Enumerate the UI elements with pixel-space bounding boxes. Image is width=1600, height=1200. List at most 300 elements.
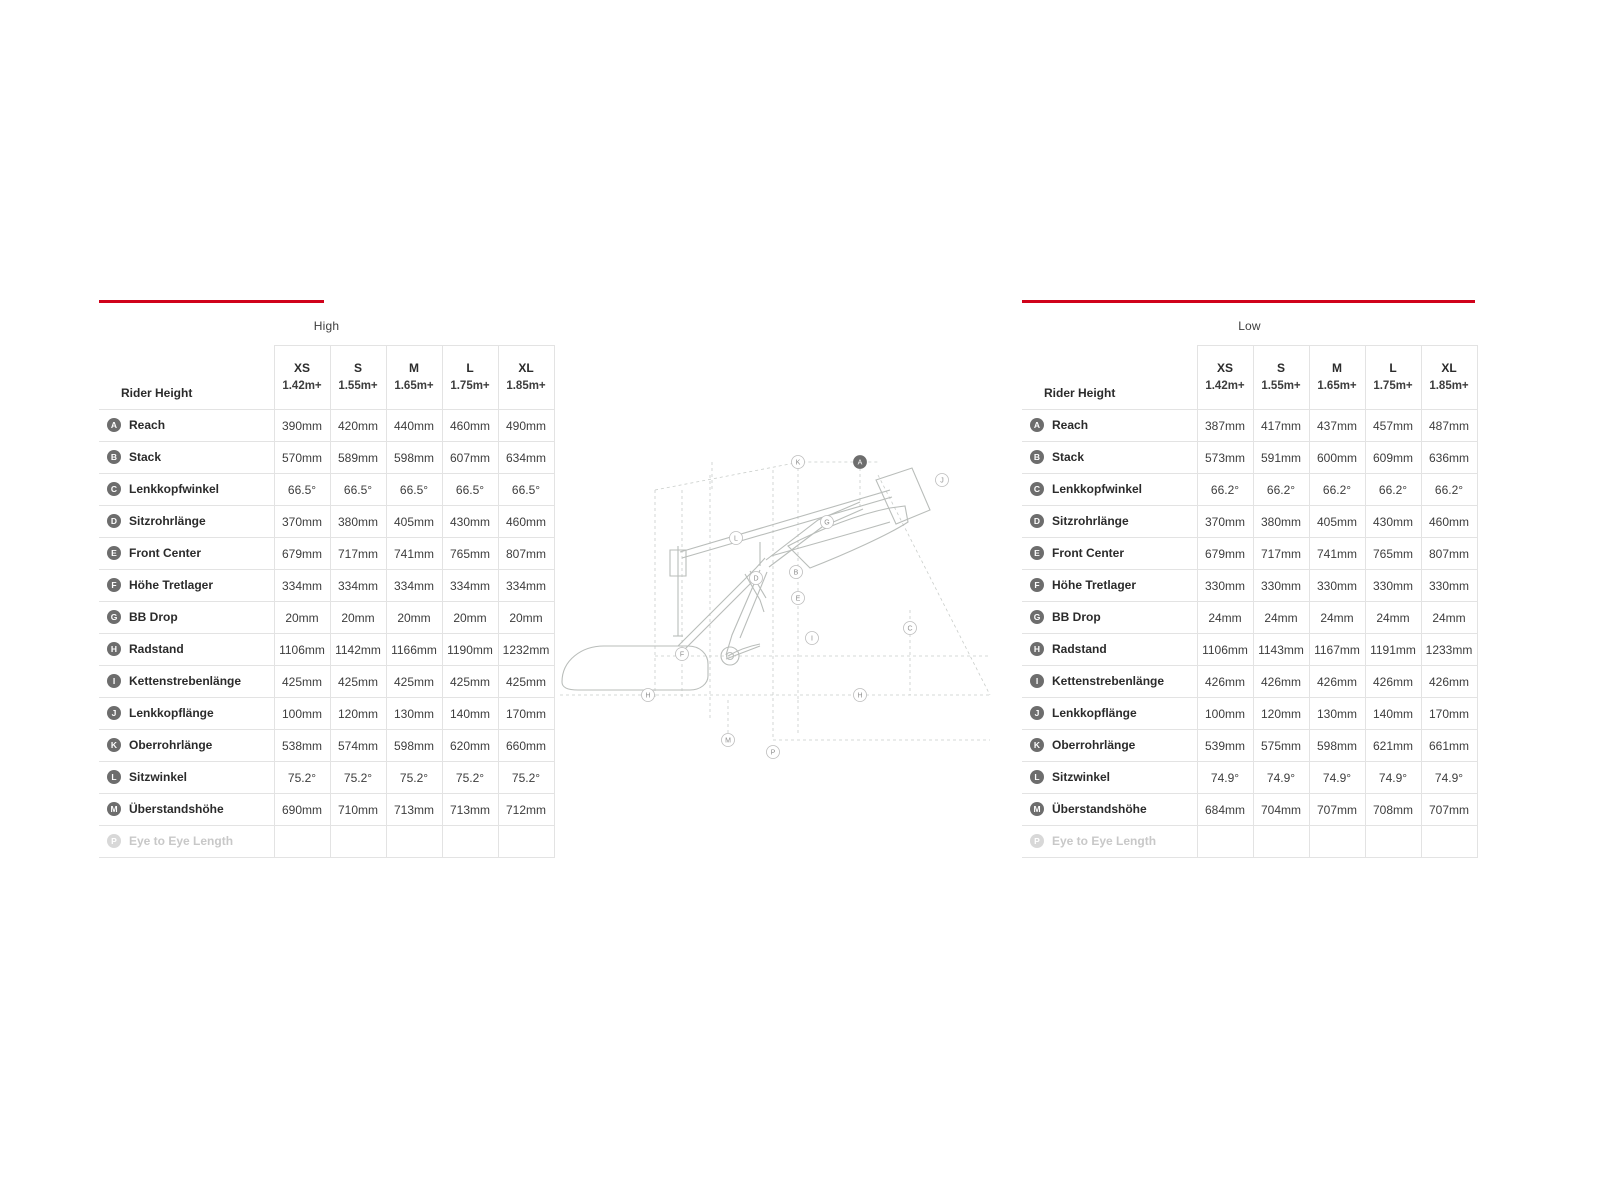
- row-badge-icon: P: [107, 834, 121, 848]
- cell-value: 74.9°: [1309, 762, 1365, 794]
- row-label: [1022, 666, 1197, 698]
- row-badge-icon: J: [1030, 706, 1044, 720]
- table-row: [1022, 506, 1477, 538]
- row-label: [1022, 634, 1197, 666]
- geometry-table-low: [1022, 345, 1478, 858]
- cell-value: [1421, 826, 1477, 858]
- cell-value: 334mm: [498, 570, 554, 602]
- table-row: [99, 602, 554, 634]
- row-label-text: Sitzrohrlänge: [129, 514, 206, 529]
- cell-value: [1253, 826, 1309, 858]
- cell-value: 66.5°: [330, 474, 386, 506]
- row-badge-icon: L: [1030, 770, 1044, 784]
- rider-height-s: 1.55m+: [330, 378, 386, 410]
- rider-height-l: 1.75m+: [1365, 378, 1421, 410]
- cell-value: 130mm: [1309, 698, 1365, 730]
- svg-text:G: G: [824, 519, 830, 527]
- row-badge-icon: J: [107, 706, 121, 720]
- geometry-panel-low: [1022, 300, 1477, 858]
- row-badge-icon: M: [1030, 802, 1044, 816]
- row-label: [1022, 474, 1197, 506]
- cell-value: 66.2°: [1253, 474, 1309, 506]
- table-row: [1022, 442, 1477, 474]
- rider-height-xs: 1.42m+: [274, 378, 330, 410]
- cell-value: 1142mm: [330, 634, 386, 666]
- cell-value: 807mm: [1421, 538, 1477, 570]
- table-row: [99, 730, 554, 762]
- geometry-panel-high: [99, 300, 554, 858]
- cell-value: 74.9°: [1197, 762, 1253, 794]
- cell-value: 621mm: [1365, 730, 1421, 762]
- cell-value: 20mm: [442, 602, 498, 634]
- row-label: [1022, 506, 1197, 538]
- table-row: [1022, 538, 1477, 570]
- row-label: [99, 474, 274, 506]
- cell-value: 24mm: [1365, 602, 1421, 634]
- svg-text:L: L: [734, 535, 738, 543]
- cell-value: 460mm: [1421, 506, 1477, 538]
- table-row: [1022, 666, 1477, 698]
- table-row: [99, 506, 554, 538]
- cell-value: 741mm: [386, 538, 442, 570]
- cell-value: 707mm: [1421, 794, 1477, 826]
- cell-value: 75.2°: [442, 762, 498, 794]
- row-label-text: Sitzwinkel: [129, 770, 188, 785]
- row-badge-icon: I: [107, 674, 121, 688]
- cell-value: 609mm: [1365, 442, 1421, 474]
- cell-value: 130mm: [386, 698, 442, 730]
- row-badge-icon: A: [107, 418, 121, 432]
- cell-value: 74.9°: [1421, 762, 1477, 794]
- cell-value: 100mm: [274, 698, 330, 730]
- cell-value: [274, 826, 330, 858]
- table-row: [1022, 474, 1477, 506]
- cell-value: 24mm: [1197, 602, 1253, 634]
- rider-height-m: 1.65m+: [1309, 378, 1365, 410]
- cell-value: 660mm: [498, 730, 554, 762]
- table-row: [1022, 570, 1477, 602]
- table-header-rider-height: [99, 378, 554, 410]
- cell-value: 426mm: [1421, 666, 1477, 698]
- size-header-xs: XS: [274, 346, 330, 378]
- cell-value: 1191mm: [1365, 634, 1421, 666]
- table-corner: [99, 346, 274, 378]
- cell-value: 1233mm: [1421, 634, 1477, 666]
- cell-value: 390mm: [274, 410, 330, 442]
- cell-value: 1190mm: [442, 634, 498, 666]
- table-row: [99, 634, 554, 666]
- cell-value: 598mm: [1309, 730, 1365, 762]
- row-label: [99, 506, 274, 538]
- cell-value: 679mm: [274, 538, 330, 570]
- cell-value: 425mm: [330, 666, 386, 698]
- cell-value: [330, 826, 386, 858]
- row-label-text: Radstand: [129, 642, 184, 657]
- table-row: [99, 410, 554, 442]
- panel-title-low: Low: [1238, 319, 1261, 333]
- row-badge-icon: E: [107, 546, 121, 560]
- table-row: [1022, 634, 1477, 666]
- cell-value: 75.2°: [386, 762, 442, 794]
- table-row: [99, 794, 554, 826]
- cell-value: 24mm: [1253, 602, 1309, 634]
- rider-height-m: 1.65m+: [386, 378, 442, 410]
- cell-value: 66.5°: [442, 474, 498, 506]
- row-label-text: Front Center: [129, 546, 201, 561]
- row-label-text: Kettenstrebenlänge: [1052, 674, 1165, 689]
- row-label: [99, 666, 274, 698]
- row-badge-icon: P: [1030, 834, 1044, 848]
- size-header-xl: XL: [498, 346, 554, 378]
- cell-value: 460mm: [498, 506, 554, 538]
- row-badge-icon: B: [1030, 450, 1044, 464]
- cell-value: 120mm: [330, 698, 386, 730]
- cell-value: 66.2°: [1421, 474, 1477, 506]
- cell-value: 74.9°: [1365, 762, 1421, 794]
- row-label: [1022, 442, 1197, 474]
- row-badge-icon: D: [107, 514, 121, 528]
- row-label-text: Höhe Tretlager: [129, 578, 214, 593]
- row-label: [99, 538, 274, 570]
- row-label: [1022, 698, 1197, 730]
- cell-value: 380mm: [330, 506, 386, 538]
- row-badge-icon: A: [1030, 418, 1044, 432]
- size-header-m: M: [1309, 346, 1365, 378]
- cell-value: 589mm: [330, 442, 386, 474]
- row-label-text: Eye to Eye Length: [129, 834, 234, 849]
- row-badge-icon: G: [107, 610, 121, 624]
- row-label: [99, 730, 274, 762]
- table-row: [1022, 762, 1477, 794]
- row-label-text: Oberrohrlänge: [129, 738, 213, 753]
- row-label-text: Sitzwinkel: [1052, 770, 1111, 785]
- cell-value: 425mm: [442, 666, 498, 698]
- cell-value: 713mm: [386, 794, 442, 826]
- dimension-lines: [560, 459, 990, 740]
- cell-value: 1143mm: [1253, 634, 1309, 666]
- row-label-text: Stack: [129, 450, 162, 465]
- cell-value: 574mm: [330, 730, 386, 762]
- cell-value: 741mm: [1309, 538, 1365, 570]
- cell-value: 717mm: [330, 538, 386, 570]
- table-row: [99, 474, 554, 506]
- cell-value: 430mm: [1365, 506, 1421, 538]
- cell-value: 334mm: [274, 570, 330, 602]
- cell-value: 334mm: [386, 570, 442, 602]
- cell-value: 370mm: [274, 506, 330, 538]
- row-label: [99, 698, 274, 730]
- row-label: [99, 794, 274, 826]
- cell-value: 20mm: [386, 602, 442, 634]
- table-row: [99, 570, 554, 602]
- cell-value: 679mm: [1197, 538, 1253, 570]
- cell-value: 66.2°: [1365, 474, 1421, 506]
- cell-value: 170mm: [1421, 698, 1477, 730]
- cell-value: 20mm: [498, 602, 554, 634]
- cell-value: 405mm: [1309, 506, 1365, 538]
- table-row: [1022, 730, 1477, 762]
- cell-value: 120mm: [1253, 698, 1309, 730]
- cell-value: 1106mm: [1197, 634, 1253, 666]
- svg-text:P: P: [770, 749, 776, 757]
- row-badge-icon: C: [1030, 482, 1044, 496]
- svg-text:B: B: [793, 569, 799, 577]
- cell-value: 440mm: [386, 410, 442, 442]
- cell-value: 717mm: [1253, 538, 1309, 570]
- cell-value: 20mm: [330, 602, 386, 634]
- row-badge-icon: F: [107, 578, 121, 592]
- cell-value: 330mm: [1197, 570, 1253, 602]
- cell-value: 170mm: [498, 698, 554, 730]
- cell-value: [386, 826, 442, 858]
- cell-value: 636mm: [1421, 442, 1477, 474]
- cell-value: 425mm: [498, 666, 554, 698]
- cell-value: 765mm: [442, 538, 498, 570]
- row-label: [99, 634, 274, 666]
- rider-height-xl: 1.85m+: [498, 378, 554, 410]
- row-label: [1022, 826, 1197, 858]
- table-row: [1022, 698, 1477, 730]
- cell-value: 710mm: [330, 794, 386, 826]
- cell-value: 425mm: [274, 666, 330, 698]
- row-label-text: Reach: [129, 418, 166, 433]
- cell-value: 100mm: [1197, 698, 1253, 730]
- row-badge-icon: E: [1030, 546, 1044, 560]
- cell-value: [1309, 826, 1365, 858]
- cell-value: 420mm: [330, 410, 386, 442]
- cell-value: 490mm: [498, 410, 554, 442]
- row-label: [99, 602, 274, 634]
- cell-value: 430mm: [442, 506, 498, 538]
- cell-value: 75.2°: [274, 762, 330, 794]
- cell-value: [1197, 826, 1253, 858]
- cell-value: 334mm: [330, 570, 386, 602]
- cell-value: 140mm: [442, 698, 498, 730]
- svg-text:K: K: [795, 459, 801, 467]
- cell-value: 426mm: [1197, 666, 1253, 698]
- row-label: [1022, 730, 1197, 762]
- rider-height-label: Rider Height: [99, 378, 274, 410]
- row-badge-icon: G: [1030, 610, 1044, 624]
- row-label: [1022, 538, 1197, 570]
- row-label-text: Lenkkopflänge: [129, 706, 214, 721]
- svg-text:E: E: [795, 595, 801, 603]
- svg-text:M: M: [725, 737, 731, 745]
- svg-text:J: J: [940, 477, 944, 485]
- table-row: [99, 826, 554, 858]
- cell-value: 487mm: [1421, 410, 1477, 442]
- cell-value: 570mm: [274, 442, 330, 474]
- cell-value: 66.5°: [498, 474, 554, 506]
- row-label: [1022, 602, 1197, 634]
- row-label-text: Sitzrohrlänge: [1052, 514, 1129, 529]
- cell-value: [1365, 826, 1421, 858]
- rider-height-l: 1.75m+: [442, 378, 498, 410]
- svg-text:C: C: [907, 625, 913, 633]
- size-header-xl: XL: [1421, 346, 1477, 378]
- cell-value: 600mm: [1309, 442, 1365, 474]
- row-badge-icon: K: [107, 738, 121, 752]
- cell-value: 713mm: [442, 794, 498, 826]
- rider-height-s: 1.55m+: [1253, 378, 1309, 410]
- table-row: [99, 666, 554, 698]
- cell-value: 75.2°: [330, 762, 386, 794]
- bike-frame-geometry-diagram: [560, 450, 1020, 770]
- row-badge-icon: L: [107, 770, 121, 784]
- cell-value: [442, 826, 498, 858]
- cell-value: 66.2°: [1309, 474, 1365, 506]
- size-header-l: L: [442, 346, 498, 378]
- table-row: [1022, 826, 1477, 858]
- row-label-text: Höhe Tretlager: [1052, 578, 1137, 593]
- callout-badges: [642, 456, 949, 759]
- row-label: [1022, 410, 1197, 442]
- cell-value: 380mm: [1253, 506, 1309, 538]
- cell-value: 707mm: [1309, 794, 1365, 826]
- geometry-rows-high: [99, 410, 554, 858]
- svg-text:H: H: [645, 692, 651, 700]
- cell-value: 426mm: [1253, 666, 1309, 698]
- cell-value: 426mm: [1365, 666, 1421, 698]
- row-label-text: Lenkkopflänge: [1052, 706, 1137, 721]
- cell-value: 24mm: [1309, 602, 1365, 634]
- row-label-text: BB Drop: [129, 610, 178, 625]
- cell-value: 417mm: [1253, 410, 1309, 442]
- row-label-text: BB Drop: [1052, 610, 1101, 625]
- table-row: [1022, 794, 1477, 826]
- row-label-text: Oberrohrlänge: [1052, 738, 1136, 753]
- cell-value: 24mm: [1421, 602, 1477, 634]
- row-badge-icon: I: [1030, 674, 1044, 688]
- cell-value: 460mm: [442, 410, 498, 442]
- row-label-text: Lenkkopfwinkel: [1052, 482, 1143, 497]
- row-label-text: Kettenstrebenlänge: [129, 674, 242, 689]
- cell-value: 538mm: [274, 730, 330, 762]
- cell-value: 690mm: [274, 794, 330, 826]
- row-label: [99, 442, 274, 474]
- row-label: [99, 762, 274, 794]
- svg-text:D: D: [753, 575, 759, 583]
- table-row: [1022, 602, 1477, 634]
- row-label: [99, 570, 274, 602]
- bike-frame-outline: [562, 468, 930, 690]
- cell-value: 66.5°: [386, 474, 442, 506]
- row-label-text: Front Center: [1052, 546, 1124, 561]
- row-label: [1022, 794, 1197, 826]
- cell-value: 807mm: [498, 538, 554, 570]
- row-label-text: Reach: [1052, 418, 1089, 433]
- row-badge-icon: H: [1030, 642, 1044, 656]
- rider-height-xl: 1.85m+: [1421, 378, 1477, 410]
- cell-value: 539mm: [1197, 730, 1253, 762]
- cell-value: 708mm: [1365, 794, 1421, 826]
- rider-height-xs: 1.42m+: [1197, 378, 1253, 410]
- panel-title-high: High: [313, 319, 340, 333]
- cell-value: 74.9°: [1253, 762, 1309, 794]
- table-corner: [1022, 346, 1197, 378]
- geometry-table-high: [99, 345, 555, 858]
- table-row: [99, 698, 554, 730]
- cell-value: 405mm: [386, 506, 442, 538]
- size-header-s: S: [330, 346, 386, 378]
- cell-value: 634mm: [498, 442, 554, 474]
- cell-value: 573mm: [1197, 442, 1253, 474]
- size-header-l: L: [1365, 346, 1421, 378]
- cell-value: 334mm: [442, 570, 498, 602]
- cell-value: 684mm: [1197, 794, 1253, 826]
- cell-value: 712mm: [498, 794, 554, 826]
- cell-value: 66.2°: [1197, 474, 1253, 506]
- svg-text:I: I: [811, 635, 813, 643]
- row-label: [1022, 762, 1197, 794]
- cell-value: 330mm: [1365, 570, 1421, 602]
- table-header-sizes: [99, 346, 554, 378]
- row-badge-icon: D: [1030, 514, 1044, 528]
- cell-value: 1167mm: [1309, 634, 1365, 666]
- row-label-text: Überstandshöhe: [129, 802, 224, 817]
- cell-value: 591mm: [1253, 442, 1309, 474]
- svg-text:A: A: [857, 459, 863, 467]
- row-label-text: Radstand: [1052, 642, 1107, 657]
- row-label: [99, 410, 274, 442]
- cell-value: 765mm: [1365, 538, 1421, 570]
- svg-text:F: F: [679, 651, 685, 659]
- cell-value: 75.2°: [498, 762, 554, 794]
- row-badge-icon: M: [107, 802, 121, 816]
- cell-value: 20mm: [274, 602, 330, 634]
- row-label: [99, 826, 274, 858]
- row-badge-icon: C: [107, 482, 121, 496]
- cell-value: 437mm: [1309, 410, 1365, 442]
- svg-text:H: H: [857, 692, 863, 700]
- row-badge-icon: K: [1030, 738, 1044, 752]
- row-label-text: Überstandshöhe: [1052, 802, 1147, 817]
- cell-value: 66.5°: [274, 474, 330, 506]
- size-header-xs: XS: [1197, 346, 1253, 378]
- table-header-rider-height: [1022, 378, 1477, 410]
- geometry-rows-low: [1022, 410, 1477, 858]
- cell-value: 1166mm: [386, 634, 442, 666]
- size-header-s: S: [1253, 346, 1309, 378]
- cell-value: 1232mm: [498, 634, 554, 666]
- row-label-text: Stack: [1052, 450, 1085, 465]
- cell-value: 1106mm: [274, 634, 330, 666]
- table-header-sizes: [1022, 346, 1477, 378]
- size-header-m: M: [386, 346, 442, 378]
- row-label: [1022, 570, 1197, 602]
- cell-value: 704mm: [1253, 794, 1309, 826]
- cell-value: 425mm: [386, 666, 442, 698]
- cell-value: [498, 826, 554, 858]
- cell-value: 607mm: [442, 442, 498, 474]
- cell-value: 426mm: [1309, 666, 1365, 698]
- rider-height-label: Rider Height: [1022, 378, 1197, 410]
- cell-value: 598mm: [386, 730, 442, 762]
- table-row: [99, 442, 554, 474]
- table-row: [99, 538, 554, 570]
- table-row: [99, 762, 554, 794]
- cell-value: 575mm: [1253, 730, 1309, 762]
- cell-value: 140mm: [1365, 698, 1421, 730]
- cell-value: 598mm: [386, 442, 442, 474]
- row-label-text: Lenkkopfwinkel: [129, 482, 220, 497]
- row-label-text: Eye to Eye Length: [1052, 834, 1157, 849]
- row-badge-icon: H: [107, 642, 121, 656]
- cell-value: 330mm: [1309, 570, 1365, 602]
- row-badge-icon: F: [1030, 578, 1044, 592]
- cell-value: 620mm: [442, 730, 498, 762]
- cell-value: 330mm: [1253, 570, 1309, 602]
